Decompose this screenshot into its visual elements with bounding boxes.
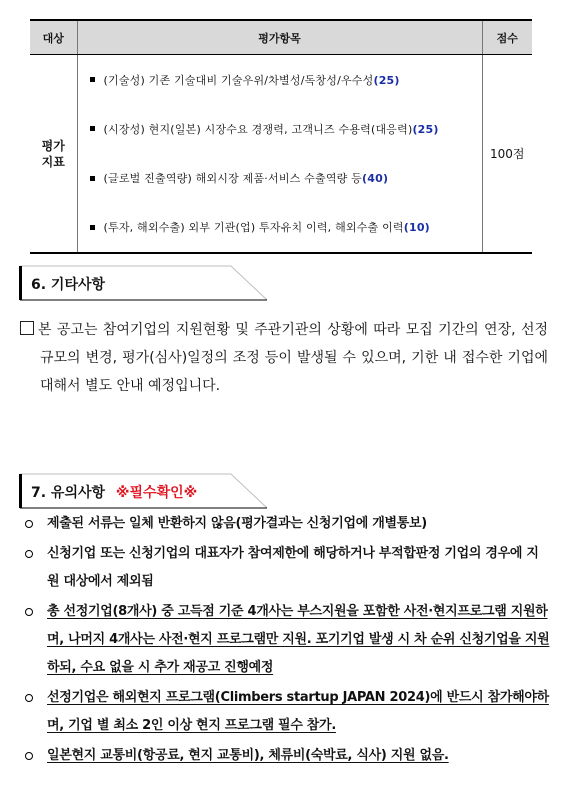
circle-bullet-icon — [25, 608, 33, 616]
checkbox-square-icon — [20, 321, 34, 335]
table-header-row — [30, 20, 532, 55]
category-label-line1: 평가 — [41, 138, 65, 153]
category-cell — [30, 55, 77, 254]
cautions-list — [25, 510, 550, 772]
criterion-weight: (10) — [403, 221, 430, 235]
list-item — [25, 598, 550, 682]
circle-bullet-icon — [25, 550, 33, 558]
list-item — [90, 219, 482, 235]
list-item — [90, 72, 482, 88]
criterion-weight: (25) — [373, 73, 400, 87]
section7-emphasis: ※필수확인※ — [115, 485, 198, 501]
circle-bullet-icon — [25, 520, 33, 528]
table-row — [30, 55, 532, 254]
criterion-weight: (25) — [412, 122, 439, 136]
caution-text: 선정기업은 해외현지 프로그램(Climbers startup JAPAN 2024)에 반드시 참가해야하며, 기업 별 최소 2인 이상 현지 프로그램 필수 참가. — [47, 690, 549, 733]
square-bullet-icon — [90, 176, 95, 181]
criterion-text: (투자, 해외수출) 외부 기관(업) 투자유치 이력, 해외수출 이력 — [103, 221, 404, 235]
section6-title: 6. 기타사항 — [31, 277, 106, 293]
section7-title-wrap — [31, 482, 197, 502]
caution-text: 제출된 서류는 일체 반환하지 않음(평가결과는 신청기업에 개별통보) — [47, 516, 427, 531]
caution-text: 일본현지 교통비(항공료, 현지 교통비), 체류비(숙박료, 식사) 지원 없음. — [47, 748, 449, 763]
evaluation-table — [30, 19, 532, 254]
header-target: 대상 — [30, 20, 77, 55]
score-cell: 100점 — [482, 55, 532, 254]
criterion-text: (기술성) 기존 기술대비 기술우위/차별성/독창성/우수성 — [103, 73, 374, 87]
list-item — [25, 684, 550, 740]
criterion-weight: (40) — [362, 172, 389, 186]
square-bullet-icon — [90, 77, 95, 82]
caution-text: 총 선정기업(8개사) 중 고득점 기준 4개사는 부스지원을 포함한 사전·현지프로그램 지원하며, 나머지 4개사는 사전·현지 프로그램만 지원. 포기기업 발생 시 차 순위 신청기업을 지원하되, 수요 없을 시 추가 재공고 진행예정 — [47, 604, 550, 675]
circle-bullet-icon — [25, 752, 33, 760]
section6-header — [19, 265, 269, 301]
header-criteria: 평가항목 — [77, 20, 482, 55]
criterion-text: (시장성) 현지(일본) 시장수요 경쟁력, 고객니즈 수용력(대응력) — [103, 122, 413, 136]
list-item — [90, 170, 482, 186]
circle-bullet-icon — [25, 694, 33, 702]
header-score: 점수 — [482, 20, 532, 55]
criterion-text: (글로벌 진출역량) 해외시장 제품·서비스 수출역량 등 — [103, 172, 363, 186]
criteria-cell — [77, 55, 482, 254]
criteria-list — [78, 55, 482, 252]
section7-header — [19, 473, 269, 509]
square-bullet-icon — [90, 126, 95, 131]
section7-title: 7. 유의사항 — [31, 485, 106, 501]
list-item — [25, 540, 550, 596]
section6-notice — [20, 316, 548, 400]
category-label-line2: 지표 — [41, 154, 65, 169]
caution-text: 신청기업 또는 신청기업의 대표자가 참여제한에 해당하거나 부적합판정 기업의 경우에 지원 대상에서 제외됨 — [47, 546, 539, 589]
list-item — [90, 121, 482, 137]
notice-text: 본 공고는 참여기업의 지원현황 및 주관기관의 상황에 따라 모집 기간의 연장, 선정규모의 변경, 평가(심사)일정의 조정 등이 발생될 수 있으며, 기한 내 접수한 기업에 대해서 별도 안내 예정입니다. — [38, 322, 548, 394]
square-bullet-icon — [90, 225, 95, 230]
list-item — [25, 510, 550, 538]
list-item — [25, 742, 550, 770]
